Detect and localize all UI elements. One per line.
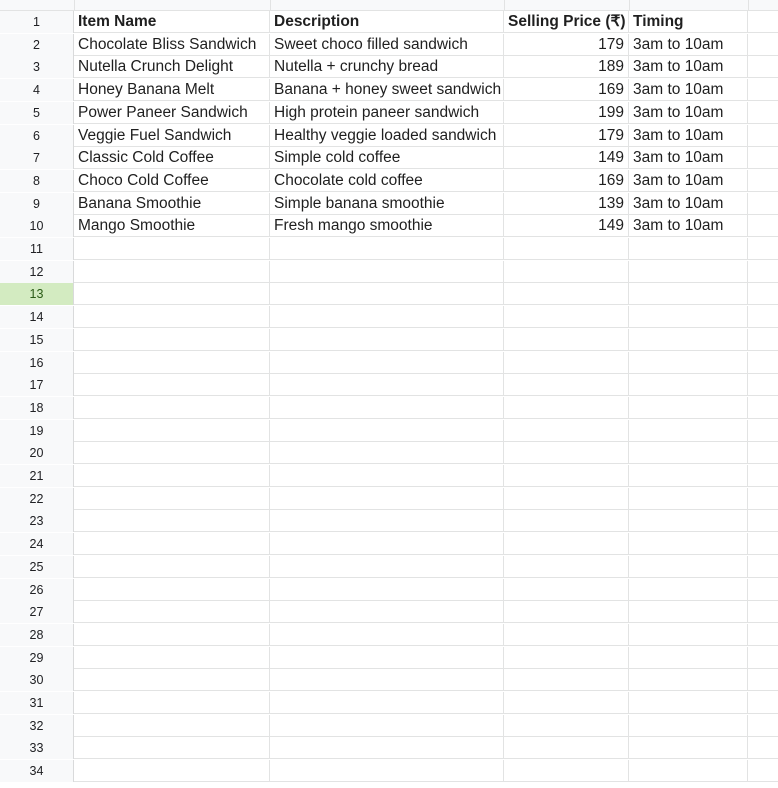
row-number[interactable]: 29: [0, 647, 74, 669]
table-cell[interactable]: [74, 442, 270, 464]
table-cell[interactable]: [748, 465, 778, 487]
table-row: [0, 488, 778, 510]
table-cell[interactable]: [629, 601, 748, 623]
table-cell[interactable]: [270, 329, 504, 351]
row-number[interactable]: 19: [0, 420, 74, 442]
table-row: [0, 737, 778, 759]
table-cell[interactable]: [504, 624, 629, 646]
table-cell[interactable]: [504, 238, 629, 260]
table-cell[interactable]: Choco Cold Coffee: [74, 170, 270, 192]
table-cell[interactable]: [504, 647, 629, 669]
table-cell[interactable]: [504, 692, 629, 714]
header-row: [0, 11, 778, 33]
table-cell[interactable]: [74, 420, 270, 442]
row-number[interactable]: 33: [0, 737, 74, 759]
table-cell[interactable]: [629, 760, 748, 782]
table-cell[interactable]: [74, 510, 270, 532]
table-row: [0, 215, 778, 237]
table-cell[interactable]: [270, 306, 504, 328]
table-cell[interactable]: [629, 352, 748, 374]
table-cell[interactable]: [748, 306, 778, 328]
row-number[interactable]: 1: [0, 11, 74, 33]
table-cell[interactable]: [504, 715, 629, 737]
table-cell[interactable]: 3am to 10am: [629, 125, 748, 147]
table-cell[interactable]: [748, 715, 778, 737]
table-cell[interactable]: [748, 737, 778, 759]
table-cell[interactable]: [748, 147, 778, 169]
table-cell[interactable]: [270, 465, 504, 487]
table-row: [0, 283, 778, 305]
table-cell[interactable]: [748, 442, 778, 464]
table-row: [0, 579, 778, 601]
row-number[interactable]: 4: [0, 79, 74, 101]
table-cell[interactable]: [748, 56, 778, 78]
table-cell[interactable]: [748, 579, 778, 601]
table-row: [0, 669, 778, 691]
table-cell[interactable]: Nutella + crunchy bread: [270, 56, 504, 78]
row-number[interactable]: 9: [0, 193, 74, 215]
table-cell[interactable]: Banana Smoothie: [74, 193, 270, 215]
table-cell[interactable]: [629, 579, 748, 601]
table-cell[interactable]: Fresh mango smoothie: [270, 215, 504, 237]
table-cell[interactable]: 3am to 10am: [629, 79, 748, 101]
table-cell[interactable]: [270, 556, 504, 578]
table-cell[interactable]: [74, 647, 270, 669]
table-cell[interactable]: [504, 488, 629, 510]
table-cell[interactable]: [74, 261, 270, 283]
table-cell[interactable]: [629, 669, 748, 691]
table-cell[interactable]: Power Paneer Sandwich: [74, 102, 270, 124]
table-row: [0, 306, 778, 328]
table-cell[interactable]: [270, 374, 504, 396]
table-cell[interactable]: [504, 601, 629, 623]
table-row: [0, 56, 778, 78]
table-cell[interactable]: [748, 556, 778, 578]
table-cell[interactable]: [504, 352, 629, 374]
table-cell[interactable]: [504, 737, 629, 759]
table-cell[interactable]: [74, 556, 270, 578]
table-cell[interactable]: [629, 283, 748, 305]
table-cell[interactable]: 189: [504, 56, 629, 78]
table-cell[interactable]: [748, 510, 778, 532]
table-cell[interactable]: 3am to 10am: [629, 34, 748, 56]
table-row: [0, 374, 778, 396]
column-header-cell[interactable]: Selling Price (₹): [504, 11, 629, 33]
row-number[interactable]: 30: [0, 669, 74, 691]
table-cell[interactable]: [74, 533, 270, 555]
table-cell[interactable]: [748, 215, 778, 237]
table-row: [0, 397, 778, 419]
table-cell[interactable]: [748, 79, 778, 101]
table-cell[interactable]: [74, 579, 270, 601]
table-cell[interactable]: [629, 510, 748, 532]
table-cell[interactable]: [504, 442, 629, 464]
table-cell[interactable]: [504, 760, 629, 782]
table-cell[interactable]: [748, 125, 778, 147]
table-cell[interactable]: [270, 261, 504, 283]
table-cell[interactable]: Simple banana smoothie: [270, 193, 504, 215]
table-cell[interactable]: [504, 533, 629, 555]
table-cell[interactable]: [748, 420, 778, 442]
table-cell[interactable]: [748, 329, 778, 351]
table-cell[interactable]: [629, 488, 748, 510]
table-row: [0, 647, 778, 669]
table-cell[interactable]: [629, 715, 748, 737]
table-cell[interactable]: [74, 692, 270, 714]
row-number[interactable]: 5: [0, 102, 74, 124]
table-cell[interactable]: [629, 692, 748, 714]
table-cell[interactable]: [270, 579, 504, 601]
table-cell[interactable]: [748, 760, 778, 782]
table-cell[interactable]: [504, 283, 629, 305]
column-header-cell[interactable]: Item Name: [74, 11, 270, 33]
table-cell[interactable]: [629, 420, 748, 442]
table-cell[interactable]: [74, 329, 270, 351]
table-cell[interactable]: [504, 465, 629, 487]
table-row: [0, 465, 778, 487]
table-cell[interactable]: 139: [504, 193, 629, 215]
table-cell[interactable]: [74, 624, 270, 646]
table-cell[interactable]: [74, 669, 270, 691]
table-cell[interactable]: [270, 692, 504, 714]
table-cell[interactable]: [748, 624, 778, 646]
table-cell[interactable]: [504, 374, 629, 396]
table-cell[interactable]: [629, 624, 748, 646]
table-row: [0, 170, 778, 192]
table-cell[interactable]: 179: [504, 34, 629, 56]
table-cell[interactable]: Veggie Fuel Sandwich: [74, 125, 270, 147]
table-cell[interactable]: [748, 488, 778, 510]
table-cell[interactable]: [748, 261, 778, 283]
table-cell[interactable]: Chocolate Bliss Sandwich: [74, 34, 270, 56]
table-cell[interactable]: [74, 760, 270, 782]
table-row: [0, 760, 778, 782]
table-cell[interactable]: Healthy veggie loaded sandwich: [270, 125, 504, 147]
table-cell[interactable]: Classic Cold Coffee: [74, 147, 270, 169]
row-number[interactable]: 34: [0, 760, 74, 782]
table-cell[interactable]: [74, 737, 270, 759]
table-cell[interactable]: [74, 715, 270, 737]
table-row: [0, 715, 778, 737]
table-row: [0, 102, 778, 124]
table-cell[interactable]: [270, 510, 504, 532]
column-header-cell[interactable]: [748, 11, 778, 33]
table-cell[interactable]: [74, 601, 270, 623]
table-cell[interactable]: [270, 488, 504, 510]
row-number[interactable]: 14: [0, 306, 74, 328]
table-cell[interactable]: [748, 352, 778, 374]
table-cell[interactable]: [504, 306, 629, 328]
row-number[interactable]: 6: [0, 125, 74, 147]
row-number[interactable]: 26: [0, 579, 74, 601]
table-cell[interactable]: [629, 442, 748, 464]
row-number[interactable]: 28: [0, 624, 74, 646]
table-cell[interactable]: [270, 238, 504, 260]
table-cell[interactable]: 3am to 10am: [629, 147, 748, 169]
table-cell[interactable]: 179: [504, 125, 629, 147]
table-cell[interactable]: Chocolate cold coffee: [270, 170, 504, 192]
table-row: [0, 442, 778, 464]
table-row: [0, 147, 778, 169]
row-number[interactable]: 16: [0, 352, 74, 374]
row-number[interactable]: 7: [0, 147, 74, 169]
row-number[interactable]: 31: [0, 692, 74, 714]
table-cell[interactable]: [74, 352, 270, 374]
table-cell[interactable]: [504, 261, 629, 283]
row-number[interactable]: 27: [0, 601, 74, 623]
table-cell[interactable]: [748, 102, 778, 124]
table-cell[interactable]: [270, 737, 504, 759]
table-cell[interactable]: [629, 737, 748, 759]
table-cell[interactable]: 3am to 10am: [629, 193, 748, 215]
table-cell[interactable]: [504, 510, 629, 532]
table-cell[interactable]: Nutella Crunch Delight: [74, 56, 270, 78]
table-cell[interactable]: [629, 647, 748, 669]
table-cell[interactable]: 3am to 10am: [629, 215, 748, 237]
table-row: [0, 692, 778, 714]
row-number[interactable]: 22: [0, 488, 74, 510]
table-cell[interactable]: [74, 397, 270, 419]
table-cell[interactable]: Sweet choco filled sandwich: [270, 34, 504, 56]
table-cell[interactable]: [270, 715, 504, 737]
column-header-cell[interactable]: Timing: [629, 11, 748, 33]
table-row: [0, 510, 778, 532]
table-row: [0, 533, 778, 555]
row-number[interactable]: 8: [0, 170, 74, 192]
row-number[interactable]: 25: [0, 556, 74, 578]
table-cell[interactable]: [629, 261, 748, 283]
table-cell[interactable]: High protein paneer sandwich: [270, 102, 504, 124]
table-cell[interactable]: [270, 352, 504, 374]
table-cell[interactable]: [748, 238, 778, 260]
table-cell[interactable]: 169: [504, 170, 629, 192]
table-cell[interactable]: 3am to 10am: [629, 56, 748, 78]
table-cell[interactable]: [748, 669, 778, 691]
row-number[interactable]: 10: [0, 215, 74, 237]
table-row: [0, 420, 778, 442]
table-row: [0, 261, 778, 283]
row-number[interactable]: 13: [0, 283, 74, 305]
table-cell[interactable]: [504, 420, 629, 442]
table-row: [0, 193, 778, 215]
table-cell[interactable]: [270, 669, 504, 691]
table-cell[interactable]: [629, 397, 748, 419]
table-row: [0, 34, 778, 56]
table-row: [0, 624, 778, 646]
table-cell[interactable]: [270, 601, 504, 623]
table-cell[interactable]: Banana + honey sweet sandwich: [270, 79, 504, 101]
table-cell[interactable]: [270, 533, 504, 555]
table-cell[interactable]: [748, 692, 778, 714]
row-number[interactable]: 24: [0, 533, 74, 555]
table-row: [0, 125, 778, 147]
row-number[interactable]: 2: [0, 34, 74, 56]
table-cell[interactable]: 169: [504, 79, 629, 101]
table-cell[interactable]: [629, 533, 748, 555]
table-cell[interactable]: [270, 442, 504, 464]
row-number[interactable]: 20: [0, 442, 74, 464]
column-header-strip: [0, 0, 778, 11]
table-cell[interactable]: [74, 465, 270, 487]
row-number[interactable]: 18: [0, 397, 74, 419]
table-cell[interactable]: [504, 669, 629, 691]
row-number[interactable]: 15: [0, 329, 74, 351]
table-cell[interactable]: [270, 760, 504, 782]
row-number[interactable]: 12: [0, 261, 74, 283]
table-cell[interactable]: 199: [504, 102, 629, 124]
row-number[interactable]: 32: [0, 715, 74, 737]
table-row: [0, 352, 778, 374]
table-cell[interactable]: [629, 238, 748, 260]
table-row: [0, 79, 778, 101]
table-cell[interactable]: [74, 238, 270, 260]
table-cell[interactable]: [270, 624, 504, 646]
table-cell[interactable]: [629, 465, 748, 487]
table-cell[interactable]: [504, 556, 629, 578]
table-cell[interactable]: [748, 601, 778, 623]
row-number[interactable]: 17: [0, 374, 74, 396]
table-cell[interactable]: [748, 193, 778, 215]
row-number[interactable]: 3: [0, 56, 74, 78]
table-cell[interactable]: [629, 306, 748, 328]
row-number[interactable]: 11: [0, 238, 74, 260]
table-row: [0, 238, 778, 260]
table-cell[interactable]: [629, 556, 748, 578]
table-cell[interactable]: [74, 374, 270, 396]
table-cell[interactable]: [748, 34, 778, 56]
table-cell[interactable]: [504, 397, 629, 419]
table-cell[interactable]: 3am to 10am: [629, 102, 748, 124]
table-row: [0, 601, 778, 623]
table-cell[interactable]: [270, 420, 504, 442]
table-cell[interactable]: [270, 283, 504, 305]
row-number[interactable]: 23: [0, 510, 74, 532]
table-cell[interactable]: 149: [504, 147, 629, 169]
table-cell[interactable]: [270, 647, 504, 669]
table-cell[interactable]: [748, 647, 778, 669]
table-cell[interactable]: Simple cold coffee: [270, 147, 504, 169]
table-cell[interactable]: [74, 306, 270, 328]
table-cell[interactable]: [504, 579, 629, 601]
row-number[interactable]: 21: [0, 465, 74, 487]
table-cell[interactable]: [748, 397, 778, 419]
table-cell[interactable]: [74, 488, 270, 510]
table-cell[interactable]: 3am to 10am: [629, 170, 748, 192]
table-cell[interactable]: Mango Smoothie: [74, 215, 270, 237]
table-cell[interactable]: [748, 533, 778, 555]
table-cell[interactable]: [270, 397, 504, 419]
table-cell[interactable]: [74, 283, 270, 305]
table-cell[interactable]: [748, 374, 778, 396]
table-row: [0, 329, 778, 351]
table-row: [0, 556, 778, 578]
table-cell[interactable]: [748, 170, 778, 192]
table-cell[interactable]: [629, 374, 748, 396]
table-cell[interactable]: [504, 329, 629, 351]
table-cell[interactable]: Honey Banana Melt: [74, 79, 270, 101]
column-header-cell[interactable]: Description: [270, 11, 504, 33]
table-cell[interactable]: [629, 329, 748, 351]
table-cell[interactable]: 149: [504, 215, 629, 237]
table-cell[interactable]: [748, 283, 778, 305]
